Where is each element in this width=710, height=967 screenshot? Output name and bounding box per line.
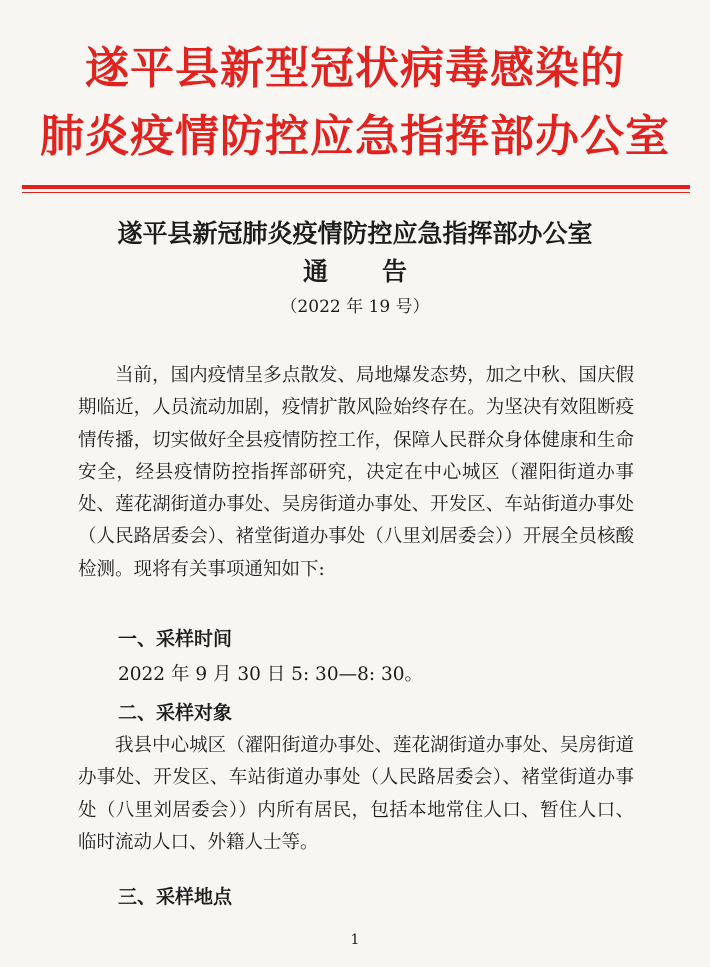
notice-subtitle: 通告 [302,257,461,286]
section-heading-3: 三、采样地点 [118,886,233,908]
red-divider-thick [22,185,690,189]
header-title-line1: 遂平县新型冠状病毒感染的 [85,43,625,94]
page-number: 1 [350,932,360,948]
sampling-target-paragraph: 我县中心城区（濯阳街道办事处、莲花湖街道办事处、吴房街道办事处、开发区、车站街道办事处（人民路居委会）、褚堂街道办事处（八里刘居委会））内所有居民，包括本地常住人口、暂住人口、临时流动人口、外籍人士等。 [78,735,634,853]
section-heading-1: 一、采样时间 [118,628,233,650]
header-title-line2: 肺炎疫情防控应急指挥部办公室 [40,111,670,162]
sampling-time-text: 2022 年 9 月 30 日 5: 30—8: 30。 [118,664,424,685]
notice-title: 遂平县新冠肺炎疫情防控应急指挥部办公室 [117,219,593,248]
section-heading-2: 二、采样对象 [118,702,233,724]
document-number: （2022 年 19 号） [280,297,430,317]
red-divider-thin [22,192,690,193]
intro-paragraph: 当前，国内疫情呈多点散发、局地爆发态势，加之中秋、国庆假期临近，人员流动加剧，疫情扩散风险始终存在。为坚决有效阻断疫情传播，切实做好全县疫情防控工作，保障人民群众身体健康和生命安全，经县疫情防控指挥部研究，决定在中心城区（濯阳街道办事处、莲花湖街道办事处、吴房街道办事处、开发区、车站街道办事处（人民路居委会）、褚堂街道办事处（八里刘居委会））开展全员核酸检测。现将有关事项通知如下: [78,365,634,580]
